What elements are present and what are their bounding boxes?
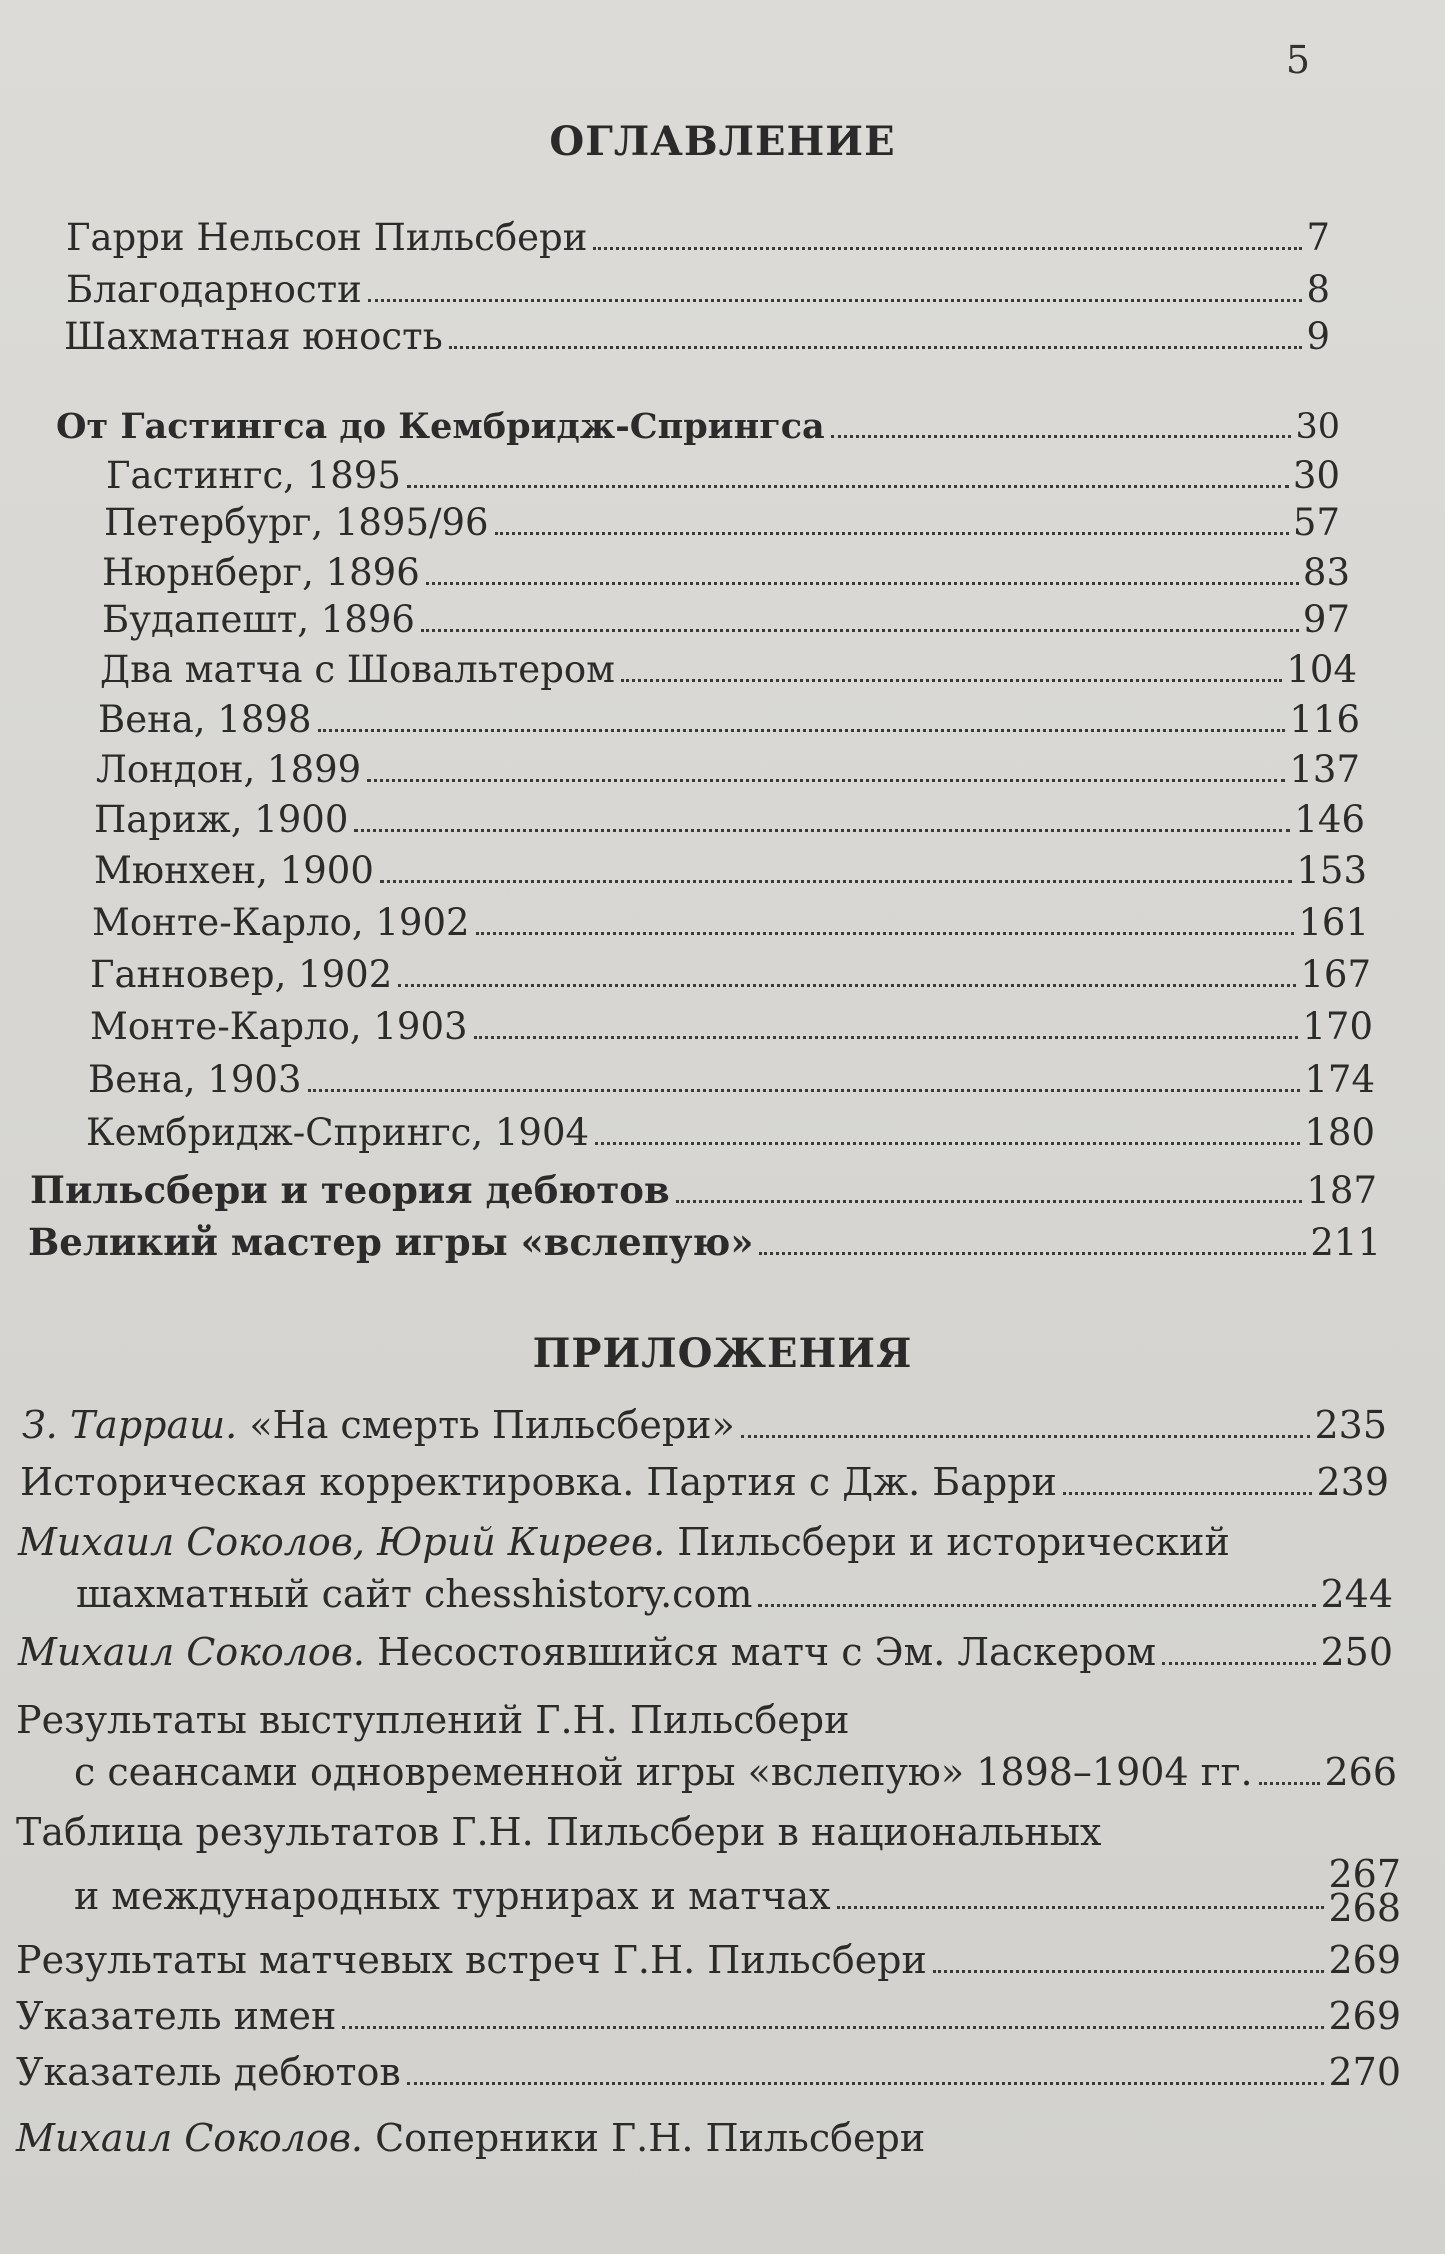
toc-entry: [98, 700, 1360, 741]
leader-dots: [407, 2082, 1325, 2085]
toc-entry: [90, 1007, 1373, 1048]
toc-title: Пильсбери и теория дебютов: [30, 1168, 670, 1212]
toc-entry: [106, 456, 1340, 497]
toc-title: Петербург, 1895/96: [104, 501, 489, 544]
toc-title: Нюрнберг, 1896: [102, 551, 420, 594]
toc-entry: [92, 903, 1369, 944]
appendix-entry-line: [18, 1520, 1230, 1564]
leader-dots: [380, 880, 1293, 883]
toc-title: Лондон, 1899: [96, 748, 362, 791]
toc-title: Будапешт, 1896: [102, 598, 415, 641]
toc-entry: [96, 750, 1360, 791]
leader-dots: [593, 247, 1302, 250]
entry-title: Пильсбери и исторический: [677, 1520, 1230, 1564]
leader-dots: [368, 299, 1303, 302]
toc-page: 146: [1294, 798, 1365, 841]
leader-dots: [354, 829, 1290, 832]
toc-entry: [28, 1222, 1381, 1264]
toc-entry: [102, 553, 1350, 594]
toc-entry: [64, 317, 1330, 358]
toc-page: 170: [1302, 1005, 1373, 1048]
leader-dots: [342, 2026, 1324, 2029]
entry-page: 250: [1320, 1630, 1393, 1674]
entry-title: Результаты матчевых встреч Г.Н. Пильсбери: [16, 1938, 927, 1982]
entry-page: 235: [1314, 1403, 1387, 1447]
toc-page: 174: [1304, 1058, 1375, 1101]
leader-dots: [1063, 1492, 1313, 1495]
toc-title: Два матча с Шовальтером: [100, 648, 615, 691]
toc-title: Вена, 1903: [88, 1058, 302, 1101]
toc-entry: [100, 650, 1357, 691]
toc-title: Вена, 1898: [98, 698, 312, 741]
leader-dots: [398, 984, 1296, 987]
leader-dots: [595, 1142, 1300, 1145]
toc-entry: [66, 218, 1330, 259]
entry-title: с сеансами одновременной игры «вслепую» 1898–1904 гг.: [74, 1750, 1253, 1794]
leader-dots: [676, 1200, 1303, 1203]
leader-dots: [421, 629, 1299, 632]
leader-dots: [407, 485, 1289, 488]
appendix-entry: [16, 2052, 1401, 2094]
entry-title: Указатель имен: [16, 1994, 337, 2038]
page-number: 5: [1285, 38, 1310, 82]
entry-page: 269: [1328, 1994, 1401, 2038]
entry-title: Несостоявшийся матч с Эм. Ласкером: [377, 1630, 1156, 1674]
toc-entry: [102, 600, 1350, 641]
appendix-entry: [16, 1996, 1401, 2038]
toc-title: Монте-Карло, 1903: [90, 1005, 468, 1048]
appendix-entry: [18, 1632, 1393, 1674]
leader-dots: [741, 1435, 1311, 1438]
toc-page: 187: [1306, 1169, 1377, 1212]
toc-page: 116: [1289, 698, 1360, 741]
toc-title: Кембридж-Спрингс, 1904: [86, 1111, 590, 1154]
leader-dots: [1162, 1662, 1316, 1665]
leader-dots: [308, 1089, 1301, 1092]
toc-entry: [94, 800, 1365, 841]
leader-dots: [318, 729, 1286, 732]
toc-page: 153: [1296, 849, 1367, 892]
leader-dots: [837, 1906, 1325, 1909]
toc-title: Монте-Карло, 1902: [92, 901, 470, 944]
toc-title: Благодарности: [66, 268, 362, 311]
toc-entry: [86, 1113, 1375, 1154]
toc-page: 30: [1295, 407, 1340, 447]
entry-title: Таблица результатов Г.Н. Пильсбери в национальных: [16, 1810, 1102, 1854]
entry-page: 239: [1316, 1460, 1389, 1504]
toc-title: Великий мастер игры «вслепую»: [28, 1220, 754, 1264]
appendix-entry: [20, 1462, 1389, 1504]
entry-title: Историческая корректировка. Партия с Дж. Барри: [20, 1460, 1057, 1504]
appendix-entry: [16, 1940, 1401, 1982]
toc-entry: [66, 270, 1330, 311]
entry-title: Результаты выступлений Г.Н. Пильсбери: [16, 1698, 850, 1742]
entry-author: З. Тарраш.: [22, 1403, 238, 1447]
entry-author: Михаил Соколов.: [18, 1630, 366, 1674]
entry-title: Указатель дебютов: [16, 2050, 401, 2094]
toc-title: Париж, 1900: [94, 798, 349, 841]
leader-dots: [621, 679, 1282, 682]
toc-page: 7: [1306, 216, 1330, 259]
toc-page: 57: [1292, 501, 1340, 544]
toc-page: 104: [1286, 648, 1357, 691]
contents-heading: ОГЛАВЛЕНИЕ: [549, 118, 896, 165]
toc-page: 161: [1298, 901, 1369, 944]
entry-title: и международных турнирах и матчах: [74, 1874, 831, 1918]
leader-dots: [933, 1970, 1325, 1973]
appendix-entry: [74, 1752, 1397, 1794]
entry-page: 267: [1328, 1852, 1401, 1896]
toc-page: 83: [1302, 551, 1350, 594]
leader-dots: [476, 932, 1295, 935]
leader-dots: [426, 582, 1299, 585]
toc-entry: [94, 851, 1367, 892]
entry-page: 266: [1324, 1750, 1397, 1794]
toc-entry: [88, 1060, 1375, 1101]
toc-title: Ганновер, 1902: [90, 953, 393, 996]
leader-dots: [759, 1252, 1306, 1255]
entry-page: 270: [1328, 2050, 1401, 2094]
toc-entry: [30, 1170, 1377, 1212]
leader-dots: [367, 779, 1285, 782]
toc-page: 167: [1300, 953, 1371, 996]
entry-author: Михаил Соколов.: [16, 2116, 364, 2160]
entry-title: Соперники Г.Н. Пильсбери: [375, 2116, 926, 2160]
toc-title: От Гастингса до Кембридж-Спрингса: [56, 406, 825, 447]
leader-dots: [495, 532, 1289, 535]
appendix-heading: ПРИЛОЖЕНИЯ: [532, 1330, 913, 1377]
toc-page: 137: [1289, 748, 1360, 791]
appendix-entry: [76, 1574, 1393, 1616]
toc-entry: [104, 503, 1340, 544]
toc-entry: [56, 408, 1340, 447]
toc-title: Гастингс, 1895: [106, 454, 401, 497]
toc-page: 9: [1306, 315, 1330, 358]
leader-dots: [1259, 1782, 1321, 1785]
entry-author: Михаил Соколов, Юрий Киреев.: [18, 1520, 666, 1564]
leader-dots: [758, 1604, 1316, 1607]
entry-page: 269: [1328, 1938, 1401, 1982]
entry-page: 244: [1320, 1572, 1393, 1616]
entry-title: «На смерть Пильсбери»: [249, 1403, 735, 1447]
toc-title: Гарри Нельсон Пильсбери: [66, 216, 588, 259]
appendix-entry-line: [16, 2116, 925, 2160]
leader-dots: [449, 346, 1303, 349]
entry-title: шахматный сайт chesshistory.com: [76, 1572, 753, 1616]
appendix-entry: [22, 1405, 1387, 1447]
toc-page: 211: [1310, 1221, 1381, 1264]
appendix-entry-line: [16, 1698, 849, 1742]
leader-dots: [831, 435, 1292, 438]
entry-page: 268: [1328, 1886, 1401, 1930]
toc-title: Мюнхен, 1900: [94, 849, 374, 892]
toc-page: 97: [1302, 598, 1350, 641]
toc-entry: [90, 955, 1371, 996]
toc-title: Шахматная юность: [64, 315, 443, 358]
toc-page: 8: [1306, 268, 1330, 311]
toc-page: 30: [1292, 454, 1340, 497]
leader-dots: [474, 1036, 1299, 1039]
toc-page: 180: [1304, 1111, 1375, 1154]
